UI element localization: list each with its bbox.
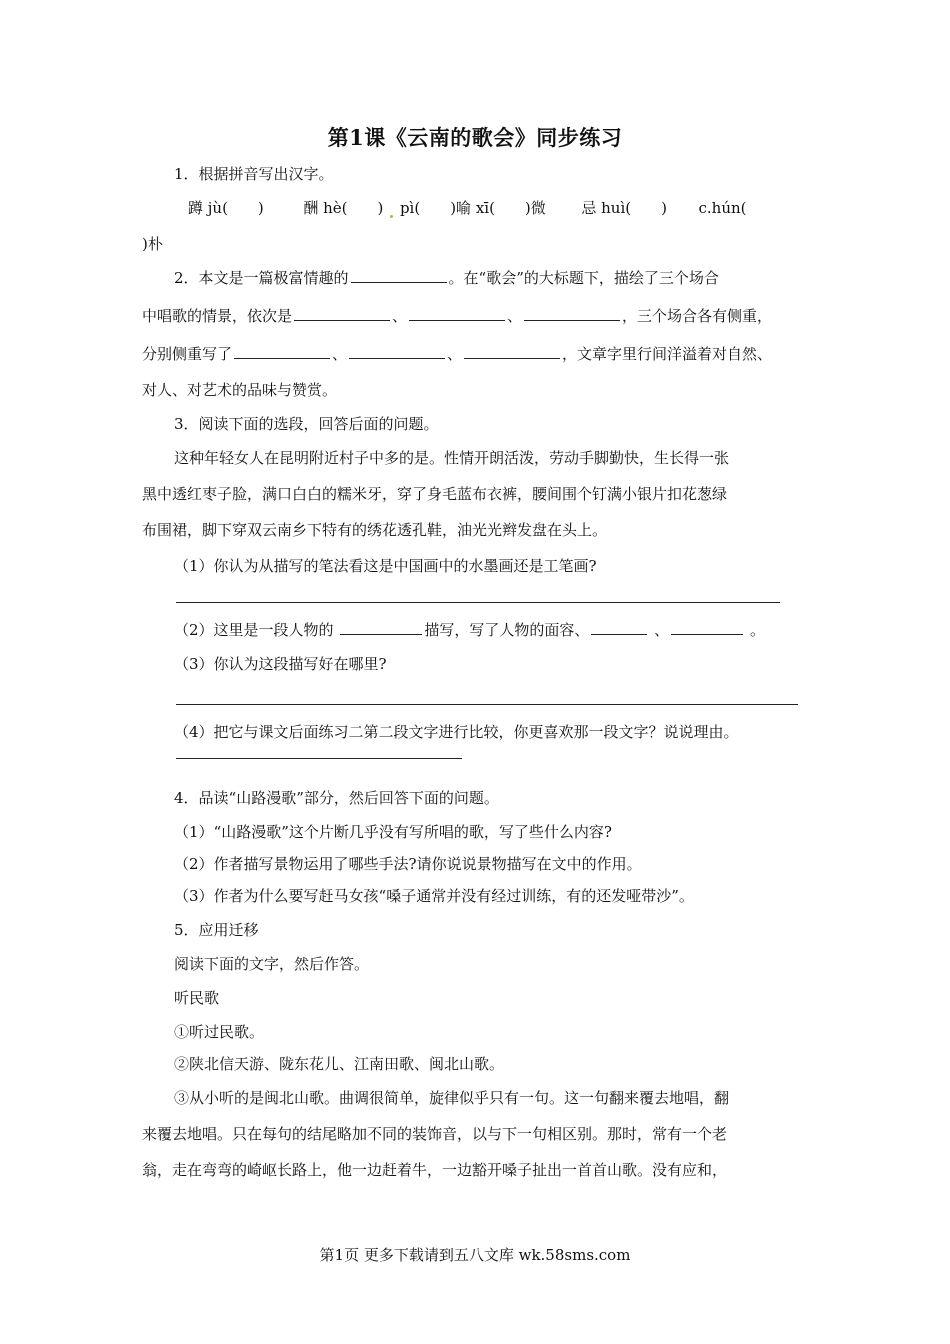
q2-text-b: 。在“歌会”的大标题下，描绘了三个场合 [448, 269, 719, 287]
q1-item-7: )朴 [142, 235, 163, 253]
answer-blank [671, 620, 743, 635]
answer-blank [294, 306, 390, 321]
sep: 、 [332, 345, 348, 363]
q1-item-3: pì( )喻 [399, 199, 472, 217]
q1-item-2: 酬 hè( ) [303, 199, 384, 217]
q2-text-f: ，文章字里行间洋溢着对自然、 [562, 345, 773, 363]
answer-line [176, 704, 798, 705]
q5-paragraph-3a: ③从小听的是闽北山歌。曲调很简单，旋律似乎只有一句。这一句翻来覆去地唱，翻 [174, 1089, 730, 1107]
mark-dot [390, 215, 393, 218]
q2-text-a: 2．本文是一篇极富情趣的 [174, 269, 349, 287]
q2-text-e: 分别侧重写了 [142, 345, 233, 363]
q5-passage-title: 听民歌 [174, 989, 220, 1007]
q3-passage-2: 黑中透红枣子脸，满口白白的糯米牙，穿了身毛蓝布衣裤，腰间围个钉满小银片扣花葱绿 [142, 485, 728, 503]
answer-blank [591, 620, 647, 635]
answer-blank [340, 620, 422, 635]
q3-heading: 3．阅读下面的选段，回答后面的问题。 [174, 415, 439, 433]
q5-paragraph-1: ①听过民歌。 [174, 1023, 265, 1041]
q1-item-6: c.hún( [698, 199, 747, 217]
q5-paragraph-2: ②陕北信天游、陇东花儿、江南田歌、闽北山歌。 [174, 1055, 505, 1073]
page-title: 第1课《云南的歌会》同步练习 [327, 125, 623, 150]
q2-line-1 [174, 268, 854, 288]
q2-text-c: 中唱歌的情景，依次是 [142, 307, 293, 325]
q4-sub-3: （3）作者为什么要写赶马女孩“嗓子通常并没有经过训练，有的还发哑带沙”。 [174, 887, 694, 905]
q2-line-2 [142, 306, 822, 326]
q5-instruction: 阅读下面的文字，然后作答。 [174, 955, 370, 973]
answer-blank [234, 344, 330, 359]
q4-heading: 4．品读“山路漫歌”部分，然后回答下面的问题。 [174, 789, 499, 807]
q2-line-4: 对人、对艺术的品味与赞赏。 [142, 381, 338, 399]
q1-item-5: 忌 huì( ) [581, 199, 667, 217]
answer-line [176, 602, 780, 603]
answer-blank [524, 306, 620, 321]
q1-heading: 1．根据拼音写出汉字。 [174, 165, 334, 183]
q3-passage-3: 布围裙，脚下穿双云南乡下特有的绣花透孔鞋，油光光辫发盘在头上。 [142, 521, 608, 539]
q3-sub-3: （3）你认为这段描写好在哪里? [174, 655, 387, 673]
q1-item-1: 蹲 jù( ) [188, 199, 264, 217]
q4-sub-2: （2）作者描写景物运用了哪些手法?请你说说景物描写在文中的作用。 [174, 855, 642, 873]
sep: 、 [392, 307, 408, 325]
q3-sub-1: （1）你认为从描写的笔法看这是中国画中的水墨画还是工笔画? [174, 557, 597, 575]
q3-sub-4: （4）把它与课文后面练习二第二段文字进行比较，你更喜欢那一段文字？说说理由。 [174, 723, 739, 741]
q5-paragraph-3b: 来覆去地唱。只在每句的结尾略加不同的装饰音，以与下一句相区别。那时，常有一个老 [142, 1125, 728, 1143]
answer-blank [464, 344, 560, 359]
q1-pinyin-row [188, 198, 828, 218]
answer-line [176, 758, 462, 759]
answer-blank [349, 344, 445, 359]
q5-heading: 5．应用迁移 [174, 921, 259, 939]
q3-s2-text-b: 描写，写了人物的面容 [424, 621, 575, 639]
q4-sub-1: （1）“山路漫歌”这个片断几乎没有写所唱的歌，写了些什么内容? [174, 823, 612, 841]
q2-line-3 [142, 344, 822, 364]
q1-item-4: xī( )微 [475, 199, 546, 217]
q5-paragraph-3c: 翁，走在弯弯的崎岖长路上，他一边赶着牛，一边豁开嗓子扯出一首首山歌。没有应和， [142, 1161, 728, 1179]
period: 。 [749, 621, 765, 639]
sep: 、 [507, 307, 523, 325]
answer-blank [409, 306, 505, 321]
sep: 、 [447, 345, 463, 363]
answer-blank [351, 268, 447, 283]
q2-text-d: ，三个场合各有侧重， [622, 307, 773, 325]
q3-sub-2 [174, 620, 854, 640]
page-footer: 第1页 更多下载请到五八文库 wk.58sms.com [319, 1246, 631, 1264]
sep: 、 [654, 621, 670, 639]
q3-s2-text-a: （2）这里是一段人物的 [174, 621, 334, 639]
q3-passage-1: 这种年轻女人在昆明附近村子中多的是。性情开朗活泼，劳动手脚勤快，生长得一张 [174, 449, 730, 467]
sep: 、 [574, 621, 590, 639]
